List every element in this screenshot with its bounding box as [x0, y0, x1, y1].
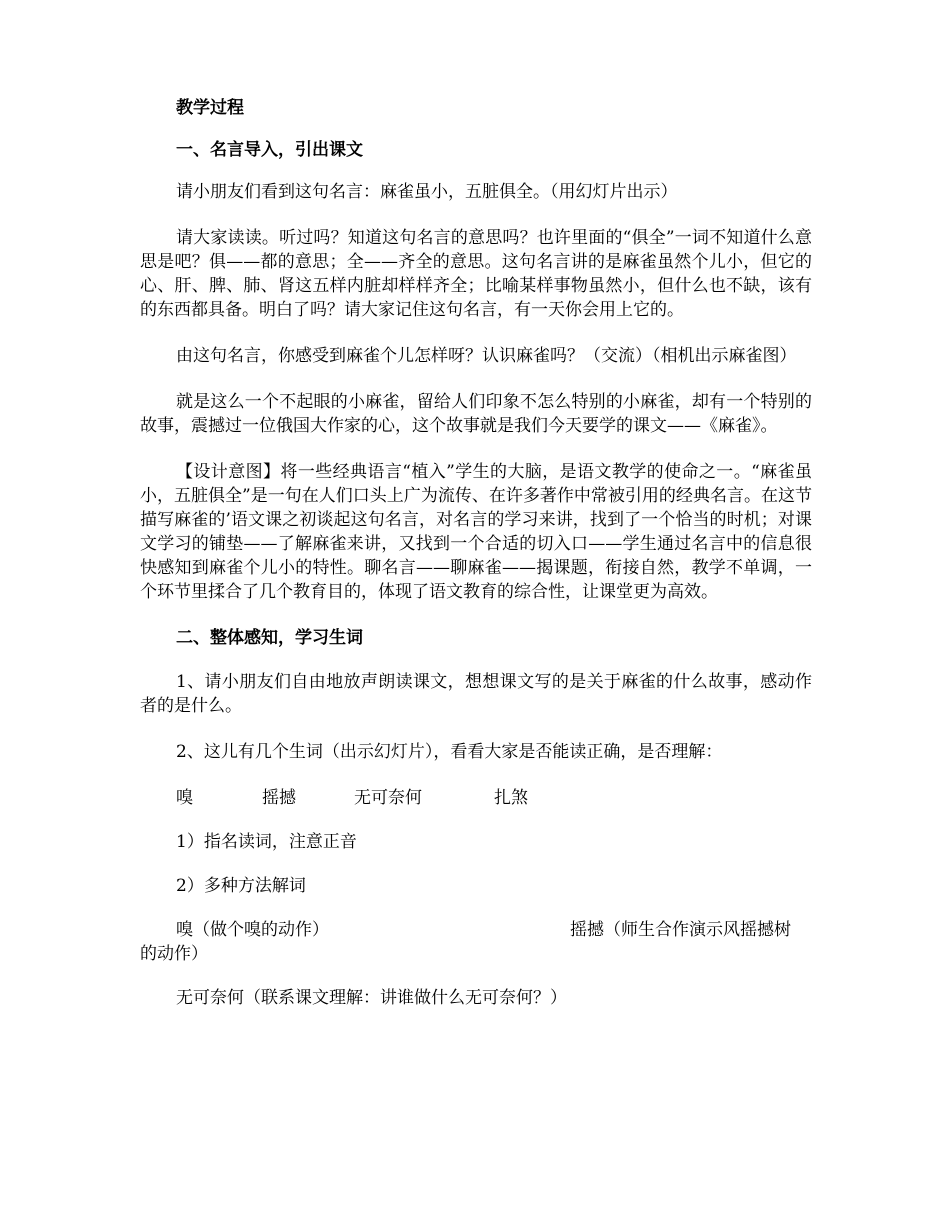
vocab-word: 摇撼	[262, 788, 296, 808]
paragraph: 1、请小朋友们自由地放声朗读课文，想想课文写的是关于麻雀的什么故事，感动作者的是什么。	[140, 672, 812, 716]
explanation-left: 嗅（做个嗅的动作）	[176, 920, 329, 940]
section-heading-1: 一、名言导入，引出课文	[176, 140, 363, 160]
explanation-right: 摇撼（师生合作演示风摇撼树	[570, 920, 791, 940]
paragraph: 1）指名读词，注意正音	[176, 832, 357, 852]
vocab-word: 无可奈何	[354, 788, 422, 808]
document-body	[140, 96, 812, 1010]
paragraph: 2、这儿有几个生词（出示幻灯片），看看大家是否能读正确，是否理解：	[176, 742, 723, 762]
paragraph: 由这句名言，你感受到麻雀个儿怎样呀？认识麻雀吗？（交流）（相机出示麻雀图）	[176, 346, 797, 366]
paragraph: 请大家读读。听过吗？知道这句名言的意思吗？也许里面的“俱全”一词不知道什么意思是吧？俱——都的意思；全——齐全的意思。这句名言讲的是麻雀虽然个儿小，但它的心、肝、脾、肺、肾这五样内脏却样样齐全；比喻某样事物虽然小，但什么也不缺，该有的东西都具备。明白了吗？请大家记住这句名言，有一天你会用上它的。	[140, 228, 812, 320]
design-intent-paragraph: 【设计意图】将一些经典语言“植入”学生的大脑，是语文教学的使命之一。“麻雀虽小，五脏俱全”是一句在人们口头上广为流传、在许多著作中常被引用的经典名言。在这节描写麻雀的’语文课之初谈起这句名言，对名言的学习来讲，找到了一个恰当的时机；对课文学习的铺垫——了解麻雀来讲，又找到一个合适的切入口——学生通过名言中的信息很快感知到麻雀个儿小的特性。聊名言——聊麻雀——揭课题，衔接自然，教学不单调，一个环节里揉合了几个教育目的，体现了语文教育的综合性，让课堂更为高效。	[140, 462, 812, 602]
explanation-right-continued: 的动作）	[140, 944, 208, 964]
paragraph: 请小朋友们看到这句名言：麻雀虽小，五脏俱全。（用幻灯片出示）	[176, 182, 678, 202]
section-heading-2: 二、整体感知，学习生词	[176, 628, 363, 648]
paragraph: 2）多种方法解词	[176, 876, 306, 896]
doc-title: 教学过程	[176, 98, 244, 118]
vocab-word: 扎煞	[494, 788, 528, 808]
paragraph: 无可奈何（联系课文理解：讲谁做什么无可奈何？）	[176, 988, 567, 1008]
vocab-word: 嗅	[176, 788, 193, 808]
paragraph: 就是这么一个不起眼的小麻雀，留给人们印象不怎么特别的小麻雀，却有一个特别的故事，震撼过一位俄国大作家的心，这个故事就是我们今天要学的课文——《麻雀》。	[140, 392, 812, 436]
vocabulary-list	[140, 786, 812, 810]
word-explanation-row	[140, 918, 812, 966]
